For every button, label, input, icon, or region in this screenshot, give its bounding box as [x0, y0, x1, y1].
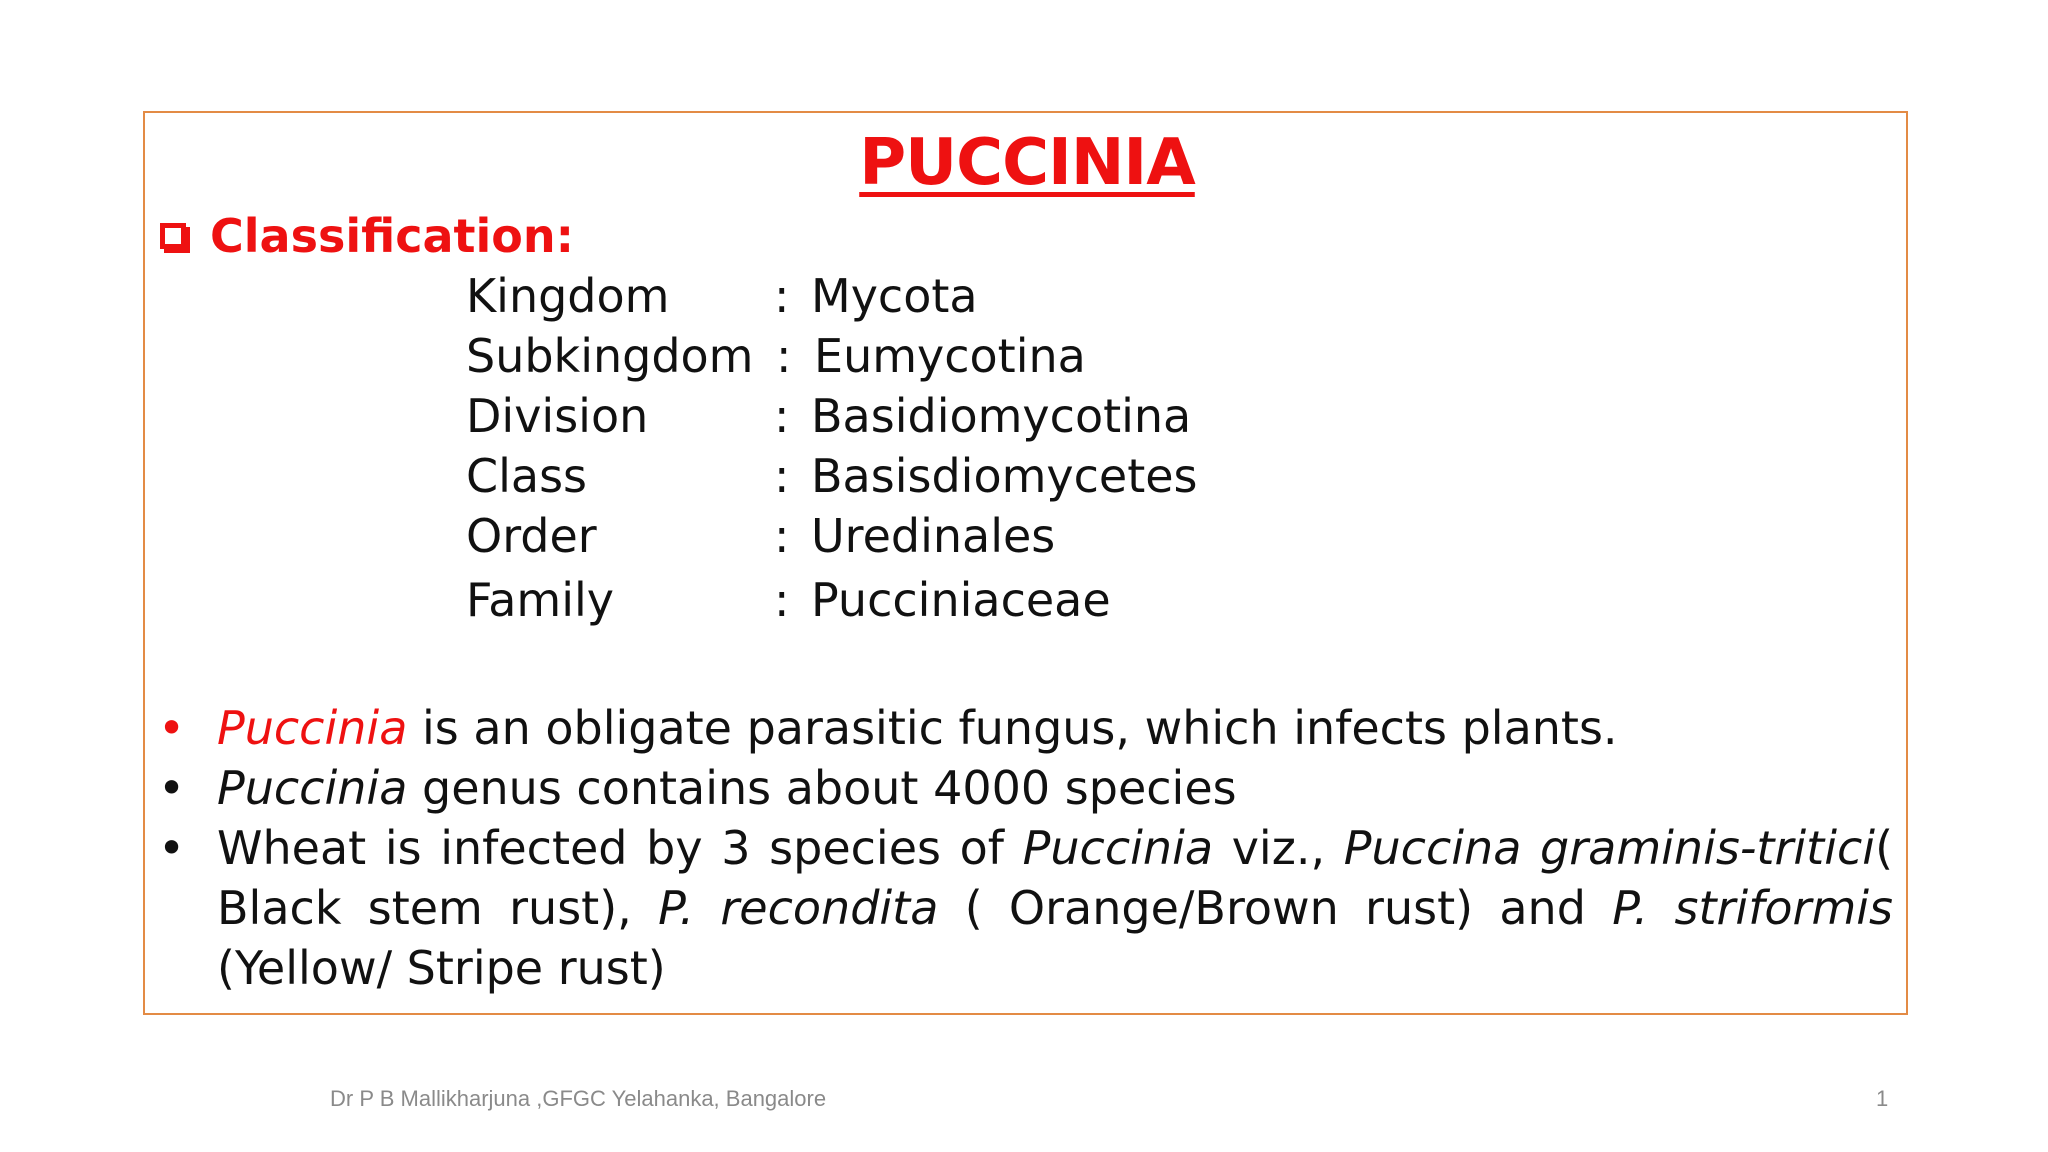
footer-author: Dr P B Mallikharjuna ,GFGC Yelahanka, Bangalore — [330, 1086, 827, 1111]
bullet-body: (Yellow/ Stripe rust) — [217, 941, 666, 995]
bullet-body: is an obligate parasitic fungus, which infects plants. — [407, 701, 1618, 755]
bullet-text — [217, 818, 1893, 998]
bullet-text — [217, 758, 1893, 818]
bullet-item-1 — [158, 698, 1893, 758]
taxon-colon: : — [774, 389, 790, 443]
genus-name: Puccinia — [1022, 821, 1214, 875]
taxon-value: Basidiomycotina — [811, 389, 1192, 443]
classification-heading-text: Classification: — [210, 209, 575, 263]
taxon-rank: Family — [466, 573, 615, 627]
bullet-body: ( Orange/Brown rust) and — [938, 881, 1613, 935]
taxon-value: Basisdiomycetes — [811, 449, 1198, 503]
taxon-rank: Class — [466, 449, 588, 503]
slide-title: PUCCINIA — [859, 126, 1195, 200]
bullet-body: ( Black stem rust), — [217, 821, 1894, 935]
bullet-dot-icon: • — [158, 821, 186, 875]
taxon-value: Uredinales — [811, 509, 1056, 563]
bullet-item-3 — [158, 818, 1893, 1002]
species-name: Puccina graminis-tritici — [1343, 821, 1876, 875]
bullet-dot-icon: • — [158, 761, 186, 815]
bullet-text — [217, 698, 1893, 758]
bullet-dot-icon: • — [158, 701, 186, 755]
bullet-body: viz., — [1213, 821, 1344, 875]
taxon-colon: : — [774, 509, 790, 563]
classification-heading — [160, 208, 574, 264]
bullet-item-2 — [158, 758, 1893, 818]
taxon-value: Pucciniaceae — [811, 573, 1111, 627]
taxon-rank: Subkingdom — [466, 329, 754, 383]
footer-page-number: 1 — [1876, 1086, 1889, 1111]
genus-name: Puccinia — [217, 701, 408, 755]
taxon-value: Mycota — [811, 269, 978, 323]
taxon-colon: : — [774, 449, 790, 503]
taxon-rank: Division — [466, 389, 649, 443]
species-name: P. recondita — [658, 881, 939, 935]
checkbox-bullet-icon — [160, 223, 186, 249]
taxon-colon: : — [774, 573, 790, 627]
taxon-rank: Order — [466, 509, 597, 563]
taxon-value: Eumycotina — [814, 329, 1086, 383]
genus-name: Puccinia — [217, 761, 408, 815]
taxon-colon: : — [774, 269, 790, 323]
taxon-colon: : — [776, 329, 792, 383]
bullet-body: genus contains about 4000 species — [407, 761, 1237, 815]
species-name: P. striformis — [1612, 881, 1894, 935]
taxon-rank: Kingdom — [466, 269, 670, 323]
bullet-body: Wheat is infected by 3 species of — [217, 821, 1023, 875]
